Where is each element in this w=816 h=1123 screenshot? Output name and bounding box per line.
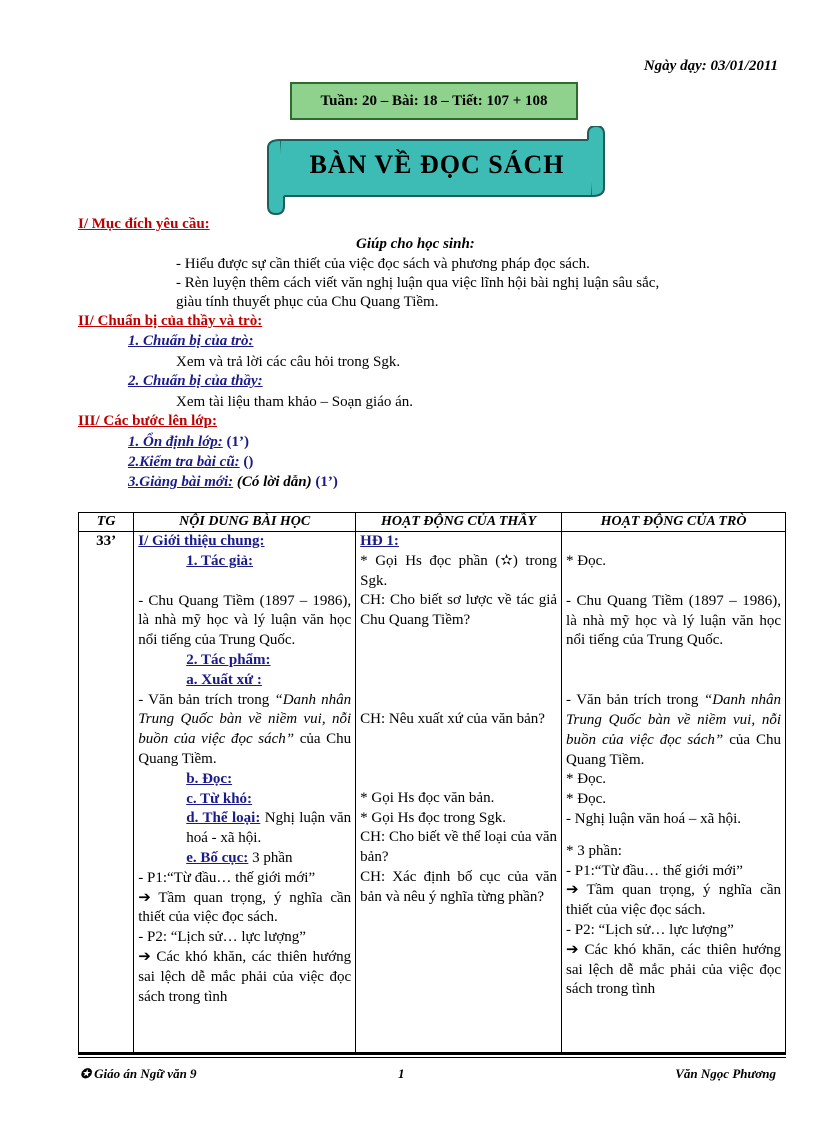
step-3-note: (Có lời dẫn) — [236, 474, 312, 490]
student-cell — [562, 532, 786, 1054]
student-response-2: - Chu Quang Tiềm (1897 – 1986), là nhà mỹ học và lý luận văn học nổi tiếng của Trung Quốc. — [566, 592, 781, 649]
footer-rule-thin — [78, 1057, 786, 1058]
student-response-1: * Đọc. — [566, 553, 607, 569]
student-response-8: - P1:“Từ đầu… thế giới mới” — [566, 862, 743, 879]
origin-heading: a. Xuất xứ : — [186, 671, 262, 688]
table-row — [79, 532, 786, 1054]
student-response-3: - Văn bản trích trong “Danh nhân Trung Quốc bàn về niềm vui, nỗi buồn của việc đọc sách” của Chu Quang Tiềm. — [566, 692, 782, 768]
objective-1: - Hiểu được sự cần thiết của việc đọc sách và phương pháp đọc sách. — [176, 256, 590, 272]
header-teacher: HOẠT ĐỘNG CỦA THẦY — [356, 513, 562, 532]
student-response-4: * Đọc. — [566, 771, 607, 788]
step-2-time: () — [243, 454, 254, 470]
step-3 — [128, 472, 338, 492]
step-1 — [128, 432, 249, 452]
student-response-9: - P2: “Lịch sử… lực lượng” — [566, 921, 734, 938]
objective-2-cont: giàu tính thuyết phục của Chu Quang Tiềm. — [176, 294, 439, 310]
student-response-8-desc: ➔ Tầm quan trọng, ý nghĩa cần thiết của việc đọc sách. — [566, 882, 781, 919]
teacher-prep-heading: 2. Chuẩn bị của thầy: — [128, 373, 263, 389]
teacher-action-3: * Gọi Hs đọc trong Sgk. — [360, 809, 507, 826]
footer-left: ✪ Giáo án Ngữ văn 9 — [80, 1066, 197, 1081]
author-info: - Chu Quang Tiềm (1897 – 1986), là nhà mỹ học và lý luận văn học nổi tiếng của Trung Quốc. — [138, 592, 352, 649]
header-student: HOẠT ĐỘNG CỦA TRÒ — [562, 513, 786, 532]
teacher-question-4: CH: Xác định bố cục của văn bản và nêu ý nghĩa từng phần? — [360, 868, 558, 905]
intro-heading: I/ Giới thiệu chung: — [138, 533, 265, 549]
step-1-time: (1’) — [226, 434, 249, 450]
teacher-question-1: CH: Cho biết sơ lược về tác giả Chu Quang Tiềm? — [360, 592, 558, 629]
student-response-5: * Đọc. — [566, 791, 607, 808]
objective-2: - Rèn luyện thêm cách viết văn nghị luận qua việc lĩnh hội bài nghị luận sâu sắc, — [176, 275, 660, 291]
part-2: - P2: “Lịch sử… lực lượng” — [138, 929, 306, 946]
step-1-label: 1. Ổn định lớp: — [128, 434, 223, 450]
section-2-heading: II/ Chuẩn bị của thầy và trò: — [78, 313, 263, 329]
student-response-7: * 3 phần: — [566, 842, 622, 859]
student-prep-text: Xem và trả lời các câu hỏi trong Sgk. — [176, 354, 401, 370]
author-heading: 1. Tác giả: — [186, 552, 254, 569]
section-3-heading: III/ Các bước lên lớp: — [78, 413, 217, 429]
teacher-action-2: * Gọi Hs đọc văn bản. — [360, 789, 495, 806]
activity-1-heading: HĐ 1: — [360, 533, 399, 549]
step-2-label: 2.Kiểm tra bài cũ: — [128, 454, 240, 470]
teaching-date: Ngày dạy: 03/01/2011 — [643, 58, 778, 74]
teacher-action-1: * Gọi Hs đọc phần (✫) trong Sgk. — [360, 552, 558, 589]
student-response-9-desc: ➔ Các khó khăn, các thiên hướng sai lệch dễ mắc phải của việc đọc sách trong tình — [566, 941, 781, 998]
teacher-cell — [356, 532, 562, 1054]
footer-page-number: 1 — [398, 1066, 405, 1081]
read-heading: b. Đọc: — [186, 770, 233, 787]
student-response-6: - Nghị luận văn hoá – xã hội. — [566, 810, 741, 827]
teacher-question-2: CH: Nêu xuất xứ của văn bản? — [360, 710, 545, 727]
lesson-title: BÀN VỀ ĐỌC SÁCH — [309, 150, 565, 179]
content-cell — [134, 532, 356, 1054]
week-lesson-box: Tuần: 20 – Bài: 18 – Tiết: 107 + 108 — [290, 82, 578, 120]
step-3-label: 3.Giảng bài mới: — [128, 474, 234, 490]
table-header-row — [79, 513, 786, 532]
part-1-desc: ➔ Tầm quan trọng, ý nghĩa cần thiết của việc đọc sách. — [138, 889, 352, 926]
step-2 — [128, 452, 253, 472]
student-prep-heading: 1. Chuẩn bị của trò: — [128, 333, 254, 349]
header-content: NỘI DUNG BÀI HỌC — [134, 513, 356, 532]
lesson-plan-table — [78, 512, 786, 1054]
footer-author: Văn Ngọc Phương — [675, 1066, 776, 1081]
part-2-desc: ➔ Các khó khăn, các thiên hướng sai lệch dễ mắc phải của việc đọc sách trong tình — [138, 948, 352, 1005]
origin-text: - Văn bản trích trong “Danh nhân Trung Quốc bàn về niềm vui, nỗi buồn của việc đọc sách” của Chu Quang Tiềm. — [138, 691, 352, 767]
section-1-heading: I/ Mục đích yêu cầu: — [78, 216, 210, 232]
teacher-question-3: CH: Cho biết về thể loại của văn bản? — [360, 829, 558, 866]
teacher-prep-text: Xem tài liệu tham khảo – Soạn giáo án. — [176, 394, 414, 410]
footer-rule-thick — [78, 1052, 786, 1055]
genre-line: d. Thể loại: Nghị luận văn hoá - xã hội. — [186, 810, 352, 847]
section-1-lead: Giúp cho học sinh: — [356, 236, 475, 252]
vocab-heading: c. Từ khó: — [186, 790, 253, 807]
part-1: - P1:“Từ đầu… thế giới mới” — [138, 869, 316, 886]
header-time: TG — [79, 513, 134, 532]
time-cell: 33’ — [79, 532, 134, 1054]
layout-line: e. Bố cục: 3 phần — [186, 849, 293, 866]
work-heading: 2. Tác phẩm: — [186, 651, 271, 668]
step-3-time: (1’) — [315, 474, 338, 490]
